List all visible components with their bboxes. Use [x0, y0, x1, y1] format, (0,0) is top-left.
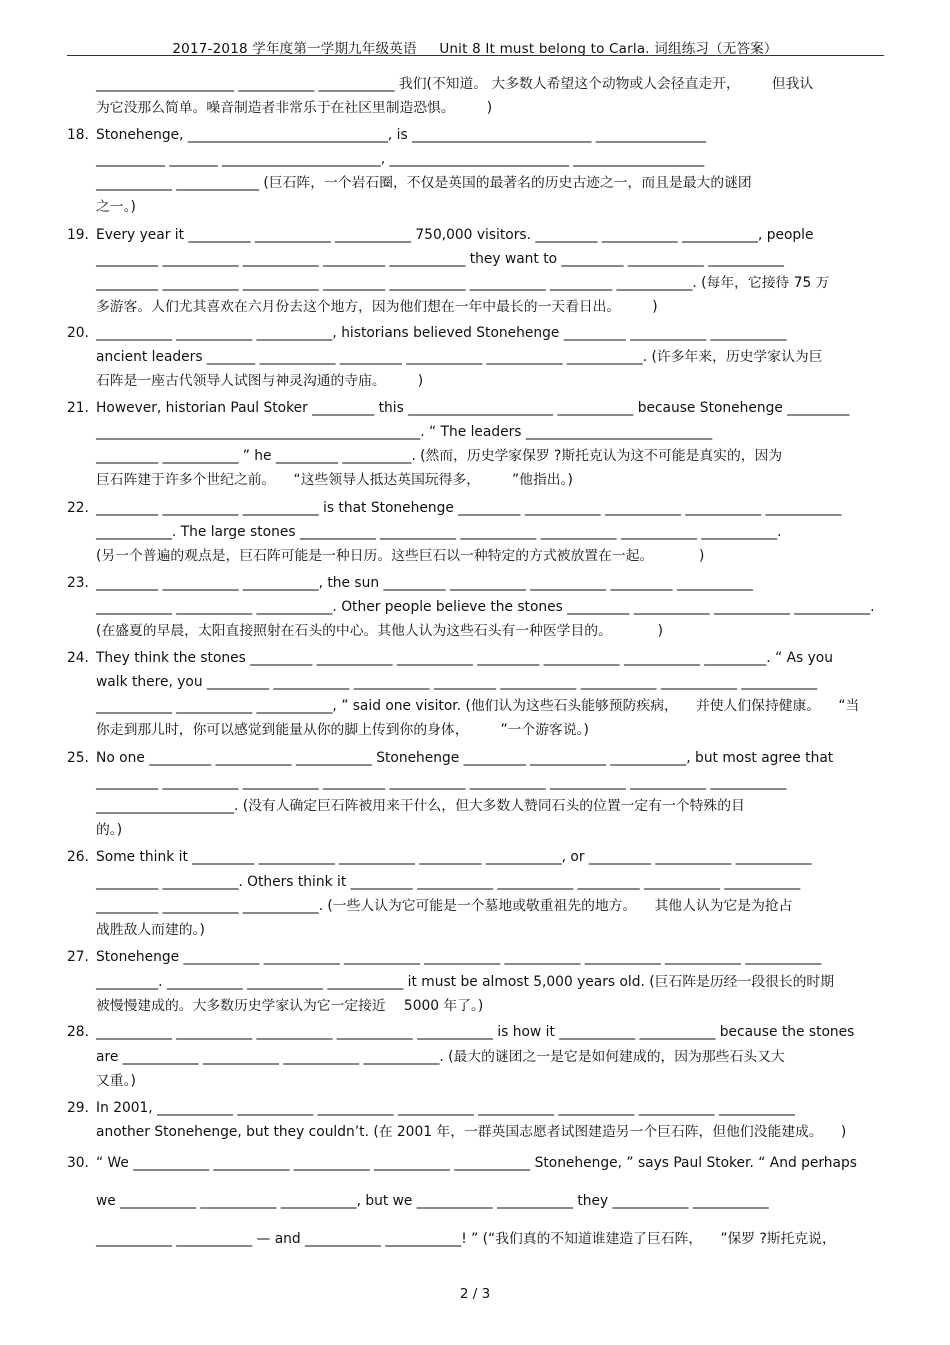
exercise-line: 多游客。人们尤其喜欢在六月份去这个地方，因为他们想在一年中最长的一天看日出。 ): [96, 299, 658, 315]
question-number: 18.: [67, 127, 89, 143]
exercise-line: __________ _______ _______________________, __________________________ ___________________: [96, 151, 705, 167]
exercise-line: 被慢慢建成的。大多数历史学家认为它一定接近 5000 年了。): [96, 998, 484, 1014]
exercise-line: ___________ ___________ ___________, ” said one visitor. (他们认为这些石头能够预防疾病， 并使人们保持健康。 “当: [96, 698, 860, 714]
question-number: 27.: [67, 949, 89, 965]
exercise-line: ___________ ___________ ___________, historians believed Stonehenge _________ ___________ ___________: [96, 325, 787, 341]
exercise-line: Stonehenge ___________ ___________ ___________ ___________ ___________ ___________ ___________ ___________: [96, 949, 822, 965]
exercise-line: ___________. The large stones ___________ ___________ ___________ ___________ ___________ ___________.: [96, 524, 782, 540]
question-number: 29.: [67, 1100, 89, 1116]
exercise-line: 战胜敌人而建的。): [96, 922, 205, 938]
exercise-line: _________ ___________ ___________ _________ ___________ ___________ _________ ___________. (每年，它接待 75 万: [96, 275, 830, 291]
exercise-line: In 2001, ___________ ___________ ___________ ___________ ___________ ___________ ___________ ___________: [96, 1100, 795, 1116]
exercise-line: _________ ___________. Others think it _________ ___________ ___________ _________ ___________ ___________: [96, 874, 801, 890]
exercise-line: _________ ___________ ___________ _________ ___________ ___________ ___________ ___________ ___________: [96, 774, 787, 790]
exercise-line: ___________ ___________ ___________. Other people believe the stones _________ ___________ ___________ ___________.: [96, 599, 875, 615]
exercise-line: _________. ___________ ___________ ___________ it must be almost 5,000 years old. (巨石阵是历经一段很长的时期: [96, 974, 835, 990]
exercise-line: _________ ___________ ___________ _________ ___________ they want to _________ ___________ ___________: [96, 251, 785, 267]
exercise-line: ____________________ ___________ ___________ 我们(不知道。 大多数人希望这个动物或人会径直走开， 但我认: [96, 76, 814, 92]
exercise-line: 为它没那么简单。噪音制造者非常乐于在社区里制造恐惧。 ): [96, 100, 493, 116]
exercise-line: Stonehenge, _____________________________, is __________________________ ________________: [96, 127, 707, 143]
question-number: 22.: [67, 500, 89, 516]
question-number: 28.: [67, 1024, 89, 1040]
exercise-line: 石阵是一座古代领导人试图与神灵沟通的寺庙。 ): [96, 373, 424, 389]
exercise-line: They think the stones _________ ___________ ___________ _________ ___________ ___________ _________. “ As you: [96, 650, 833, 666]
question-number: 26.: [67, 849, 89, 865]
question-number: 19.: [67, 227, 89, 243]
exercise-line: However, historian Paul Stoker _________ this _____________________ ___________ because Stonehenge _________: [96, 400, 850, 416]
exercise-line: _________ ___________ ___________ is that Stonehenge _________ ___________ ___________ ___________ ___________: [96, 500, 842, 516]
exercise-line: 你走到那儿时，你可以感觉到能量从你的脚上传到你的身体， ”一个游客说。): [96, 722, 589, 738]
exercise-line: 巨石阵建于许多个世纪之前。 “这些领导人抵达英国玩得多， ”他指出。): [96, 472, 573, 488]
question-number: 24.: [67, 650, 89, 666]
exercise-line: (另一个普遍的观点是，巨石阵可能是一种日历。这些巨石以一种特定的方式被放置在一起。 ): [96, 548, 705, 564]
exercise-line: _______________________________________________. “ The leaders ___________________________: [96, 424, 713, 440]
exercise-line: Every year it _________ ___________ ___________ 750,000 visitors. _________ ___________ ___________, people: [96, 227, 814, 243]
page-number: 2 / 3: [459, 1286, 491, 1302]
exercise-line: _________ ___________ ___________. (一些人认为它可能是一个墓地或敬重祖先的地方。 其他人认为它是为抢占: [96, 898, 793, 914]
question-number: 25.: [67, 750, 89, 766]
question-number: 30.: [67, 1155, 89, 1171]
exercise-line: we ___________ ___________ ___________, but we ___________ ___________ they ___________ ___________: [96, 1193, 769, 1209]
exercise-line: are ___________ ___________ ___________ ___________. (最大的谜团之一是它是如何建成的，因为那些石头又大: [96, 1049, 785, 1065]
question-number: 23.: [67, 575, 89, 591]
exercise-line: _________ ___________ ___________, the sun _________ ___________ ___________ _________ ___________: [96, 575, 753, 591]
exercise-line: Some think it _________ ___________ ___________ _________ ___________, or _________ ___________ ___________: [96, 849, 812, 865]
question-number: 21.: [67, 400, 89, 416]
question-number: 20.: [67, 325, 89, 341]
header-divider: [67, 55, 884, 56]
exercise-line: another Stonehenge, but they couldn’t. (在 2001 年，一群英国志愿者试图建造另一个巨石阵，但他们没能建成。 ): [96, 1124, 847, 1140]
exercise-line: walk there, you _________ ___________ ___________ _________ ___________ ___________ ___________ ___________: [96, 674, 818, 690]
exercise-line: 之一。): [96, 199, 136, 215]
exercise-line: ancient leaders _______ ___________ _________ ___________ ___________ ___________. (许多年来，历史学家认为巨: [96, 349, 823, 365]
exercise-line: No one _________ ___________ ___________ Stonehenge _________ ___________ ___________, but most agree that: [96, 750, 834, 766]
exercise-line: ___________ ___________ — and ___________ ___________! ” (“我们真的不知道谁建造了巨石阵， ”保罗 ?斯托克说，: [96, 1231, 836, 1247]
exercise-line: ___________ ___________ ___________ ___________ ___________ is how it ___________ ___________ because the stones: [96, 1024, 855, 1040]
exercise-line: (在盛夏的早晨，太阳直接照射在石头的中心。其他人认为这些石头有一种医学目的。 ): [96, 623, 664, 639]
page-header: 2017-2018 学年度第一学期九年级英语 Unit 8 It must belong to Carla. 词组练习（无答案）: [172, 41, 778, 57]
exercise-line: 的。): [96, 822, 123, 838]
exercise-line: ____________________. (没有人确定巨石阵被用来干什么，但大多数人赞同石头的位置一定有一个特殊的目: [96, 798, 745, 814]
exercise-line: ___________ ____________ (巨石阵，一个岩石圈，不仅是英国的最著名的历史古迹之一，而且是最大的谜团: [96, 175, 752, 191]
exercise-line: “ We ___________ ___________ ___________ ___________ ___________ Stonehenge, ” says Paul Stoker. “ And perhaps: [96, 1155, 857, 1171]
exercise-line: 又重。): [96, 1073, 136, 1089]
exercise-line: _________ ___________ ” he _________ __________. (然而，历史学家保罗 ?斯托克认为这不可能是真实的，因为: [96, 448, 783, 464]
